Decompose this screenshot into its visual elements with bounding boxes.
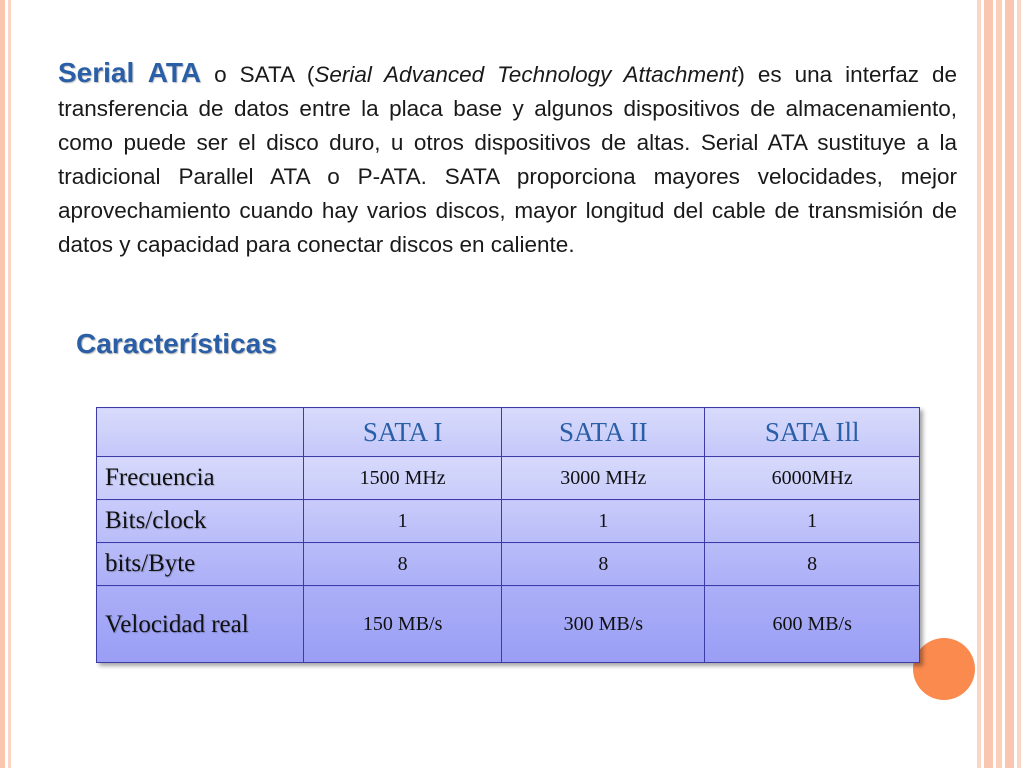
table-row xyxy=(97,457,920,500)
sata-full-name: Serial Advanced Technology Attachment xyxy=(314,62,738,87)
row-label-bits-clock: Bits/clock xyxy=(97,500,304,543)
table-row xyxy=(97,543,920,586)
serial-ata-term: Serial ATA xyxy=(58,57,202,88)
left-stripe-outer xyxy=(0,0,5,768)
paragraph-text-before-abbr: o SATA ( xyxy=(201,62,315,87)
column-header-sata-1: SATA I xyxy=(304,408,502,457)
table-header-row xyxy=(97,408,920,457)
table-cell: 6000MHz xyxy=(705,457,920,500)
decorative-orange-circle xyxy=(913,638,975,700)
paragraph-text-after-abbr: ) es una interfaz de transferencia de datos entre la placa base y algunos dispositivos de almacenamiento, como puede ser el disco duro, u otros dispositivos de altas. Serial ATA sustituye a la tradicional Parallel ATA o P-ATA. SATA proporciona mayores velocidades, mejor aprovechamiento cuando hay varios discos, mayor longitud del cable de transmisión de datos y capacidad para conectar discos en caliente. xyxy=(58,62,957,257)
intro-paragraph xyxy=(58,56,957,262)
right-stripe-1 xyxy=(977,0,981,768)
table-corner-cell xyxy=(97,408,304,457)
table-row xyxy=(97,500,920,543)
right-stripe-3 xyxy=(996,0,1002,768)
table-cell: 1 xyxy=(705,500,920,543)
table-cell: 1500 MHz xyxy=(304,457,502,500)
sata-spec-table xyxy=(96,407,920,663)
section-heading: Características xyxy=(76,328,277,359)
table-cell: 1 xyxy=(502,500,705,543)
table-cell: 300 MB/s xyxy=(502,586,705,663)
row-label-velocidad-real: Velocidad real xyxy=(97,586,304,663)
table-row xyxy=(97,586,920,663)
table-cell: 8 xyxy=(304,543,502,586)
table-cell: 600 MB/s xyxy=(705,586,920,663)
right-stripe-5 xyxy=(1017,0,1021,768)
right-stripe-2 xyxy=(984,0,993,768)
row-label-frecuencia: Frecuencia xyxy=(97,457,304,500)
right-stripe-4 xyxy=(1005,0,1014,768)
table-cell: 1 xyxy=(304,500,502,543)
table-cell: 8 xyxy=(502,543,705,586)
column-header-sata-2: SATA II xyxy=(502,408,705,457)
table-cell: 150 MB/s xyxy=(304,586,502,663)
left-stripe-inner xyxy=(8,0,11,768)
row-label-bits-byte: bits/Byte xyxy=(97,543,304,586)
table-cell: 3000 MHz xyxy=(502,457,705,500)
table-cell: 8 xyxy=(705,543,920,586)
column-header-sata-3: SATA Ill xyxy=(705,408,920,457)
